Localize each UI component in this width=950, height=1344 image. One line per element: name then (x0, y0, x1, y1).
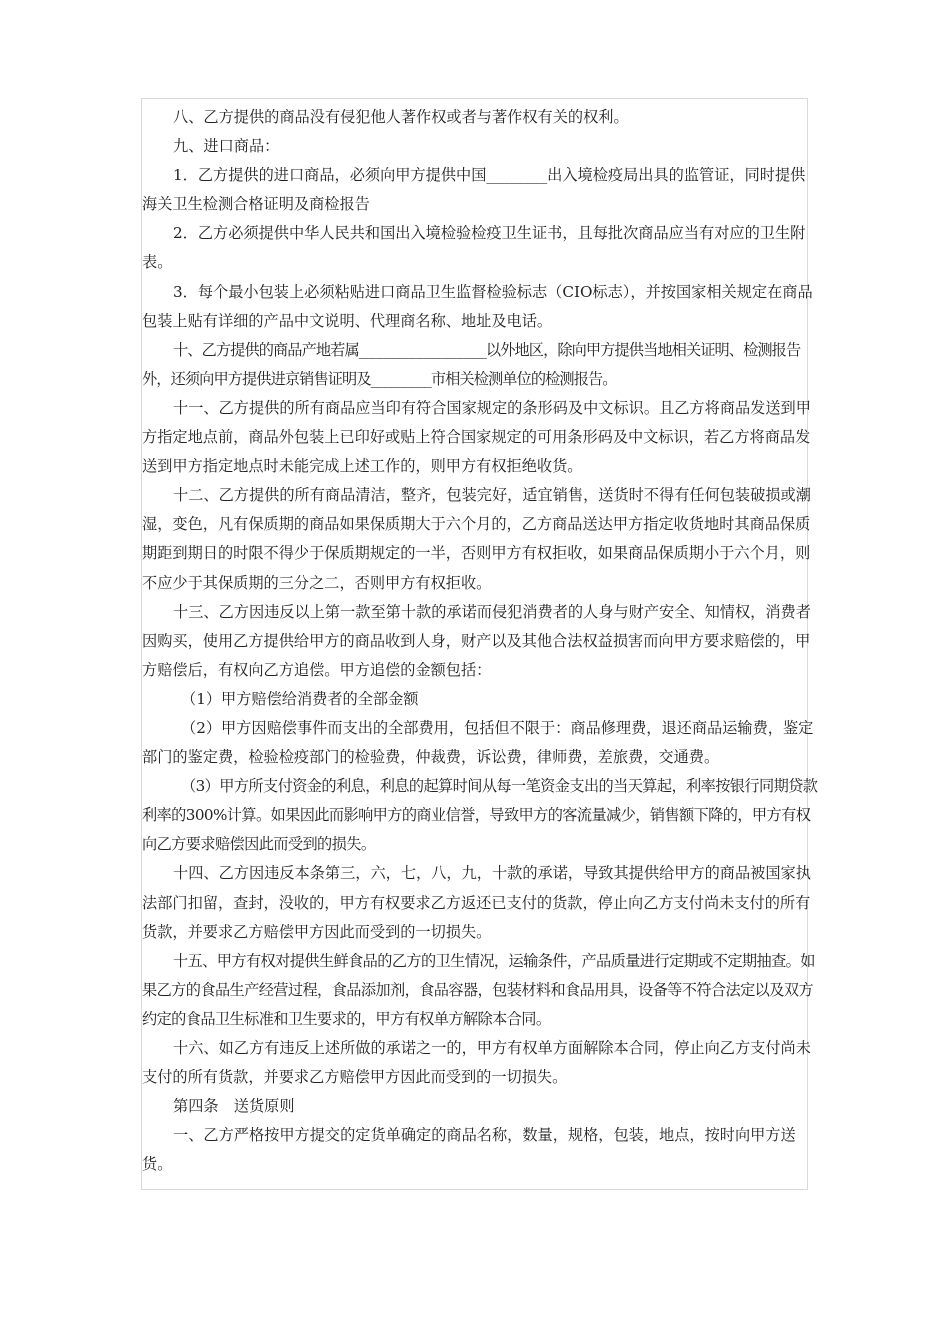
paragraph-clause-9-heading: 九、进口商品： (173, 137, 280, 156)
paragraph-clause-15: 十五、甲方有权对提供生鲜食品的乙方的卫生情况，运输条件，产品质量进行定期或不定期抽查。如果乙方的食品生产经营过程，食品添加剂，食品容器，包装材料和食品用具，设备等不符合法定以及双方约定的食品卫生标准和卫生要求的，甲方有权单方解除本合同。 (142, 951, 815, 1028)
paragraph-clause-12: 十二、乙方提供的所有商品清洁，整齐，包装完好，适宜销售，送货时不得有任何包装破损或潮湿，变色，凡有保质期的商品如果保质期大于六个月的，乙方商品送达甲方指定收货地时其商品保质期距到期日的时限不得少于保质期规定的一半，否则甲方有权拒收，如果商品保质期小于六个月，则不应少于其保质期的三分之二，否则甲方有权拒收。 (142, 486, 811, 592)
paragraph-article-4-item-1: 一、乙方严格按甲方提交的定货单确定的商品名称，数量，规格，包装，地点，按时向甲方送货。 (142, 1126, 796, 1174)
paragraph-clause-13-item-1: （1）甲方赔偿给消费者的全部金额 (181, 689, 419, 708)
paragraph-clause-14: 十四、乙方因违反本条第三，六，七，八，九，十款的承诺，导致其提供给甲方的商品被国家执法部门扣留，查封，没收的，甲方有权要求乙方返还已支付的货款，停止向乙方支付尚未支付的所有货款，并要求乙方赔偿甲方因此而受到的一切损失。 (142, 864, 811, 941)
paragraph-clause-13: 十三、乙方因违反以上第一款至第十款的承诺而侵犯消费者的人身与财产安全、知情权，消费者因购买，使用乙方提供给甲方的商品收到人身，财产以及其他合法权益损害而向甲方要求赔偿的，甲方赔偿后，有权向乙方追偿。甲方追偿的金额包括： (142, 602, 811, 679)
paragraph-clause-11: 十一、乙方提供的所有商品应当印有符合国家规定的条形码及中文标识。且乙方将商品发送到甲方指定地点前，商品外包装上已印好或贴上符合国家规定的可用条形码及中文标识，若乙方将商品发送到甲方指定地点时未能完成上述工作的，则甲方有权拒绝收货。 (142, 398, 811, 476)
paragraph-clause-8: 八、乙方提供的商品没有侵犯他人著作权或者与著作权有关的权利。 (173, 108, 629, 126)
paragraph-clause-13-item-2: （2）甲方因赔偿事件而支出的全部费用，包括但不限于：商品修理费，退还商品运输费，鉴定部门的鉴定费，检验检疫部门的检验费，仲裁费，诉讼费，律师费，差旅费，交通费。 (142, 718, 814, 767)
paragraph-clause-9-item-1: 1．乙方提供的进口商品，必须向甲方提供中国________出入境检疫局出具的监管证，同时提供海关卫生检测合格证明及商检报告 (142, 166, 806, 214)
document-body (142, 103, 818, 1179)
paragraph-clause-9-item-3: 3．每个最小包装上必须粘贴进口商品卫生监督检验标志（CIO标志），并按国家相关规定在商品包装上贴有详细的产品中文说明、代理商名称、地址及电话。 (142, 282, 813, 330)
article-4-heading: 第四条 送货原则 (173, 1097, 295, 1116)
paragraph-clause-10: 十、乙方提供的商品产地若属___________________以外地区，除向甲方提供当地相关证明、检测报告外，还须向甲方提供进京销售证明及_________市相关检测单位的检测报告。 (142, 340, 801, 388)
paragraph-clause-9-item-2: 2．乙方必须提供中华人民共和国出入境检验检疫卫生证书，且每批次商品应当有对应的卫生附表。 (142, 224, 806, 272)
paragraph-clause-13-item-3: （3）甲方所支付资金的利息，利息的起算时间从每一笔资金支出的当天算起，利率按银行同期贷款利率的300%计算。如果因此而影响甲方的商业信誉，导致甲方的客流量减少，销售额下降的，甲方有权向乙方要求赔偿因此而受到的损失。 (142, 777, 818, 854)
paragraph-clause-16: 十六、如乙方有违反上述所做的承诺之一的，甲方有权单方面解除本合同，停止向乙方支付尚未支付的所有货款，并要求乙方赔偿甲方因此而受到的一切损失。 (142, 1039, 811, 1087)
